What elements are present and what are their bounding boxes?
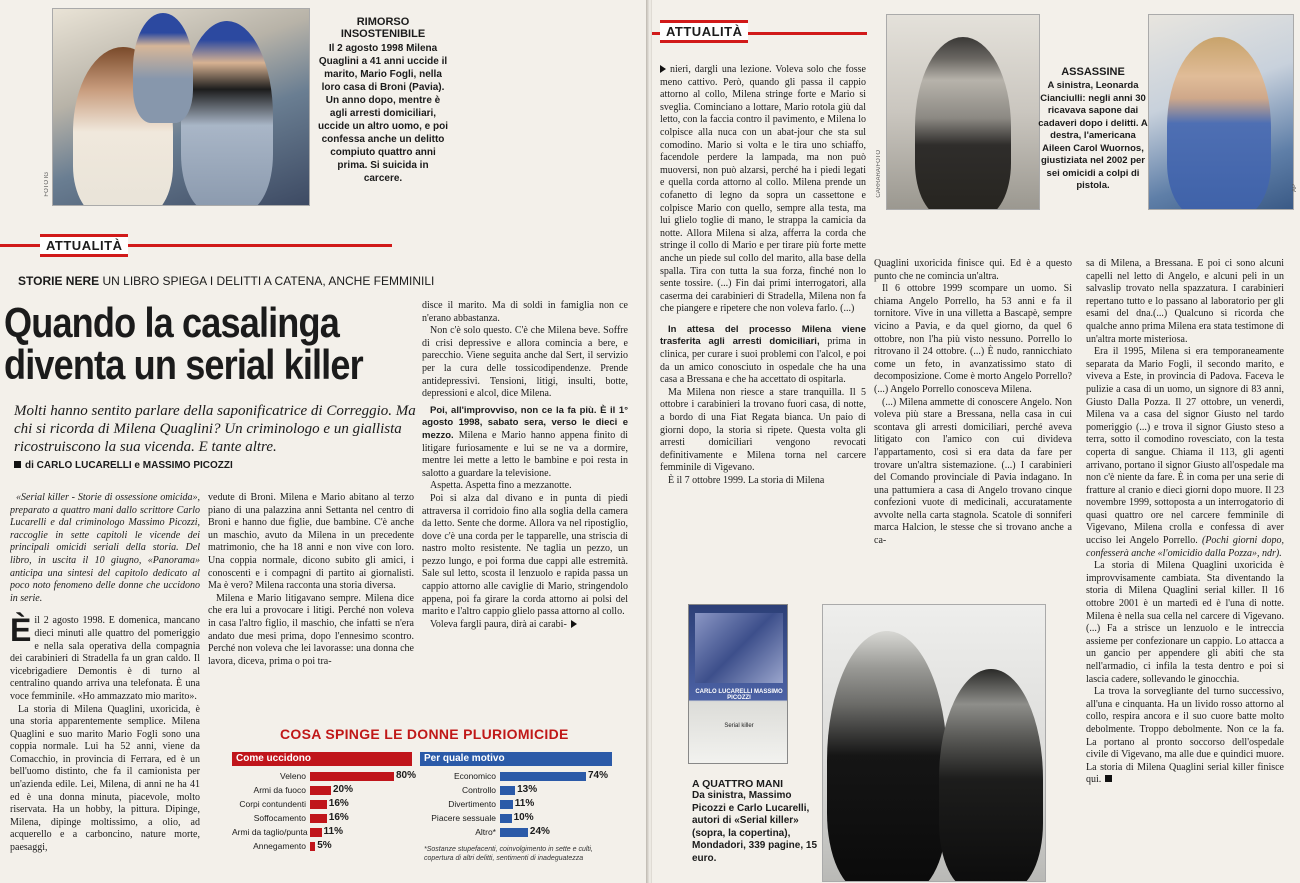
chart-footnote: *Sostanze stupefacenti, coinvolgimento in sette e culti, copertura di altri delitti, sentimenti di inadeguatezza xyxy=(424,846,593,862)
paragraph-text: prima in clinica, per curare i suoi problemi con l'alcol, e poi da un amico conosciuto in ospedale che ha una casa a Bressana e che ha accettato di ospitarla. xyxy=(660,336,866,386)
article-paragraph xyxy=(660,64,866,316)
column-1 xyxy=(660,64,866,582)
article-paragraph xyxy=(1086,686,1284,787)
caption-title: ASSASSINE xyxy=(1061,66,1125,78)
paragraph-lead: In attesa del processo Milena viene trasferita agli arresti domiciliari, xyxy=(660,323,866,348)
bar-value-label: 10% xyxy=(513,812,534,823)
article-paragraph: Ma Milena non riesce a stare tranquilla. Il 5 ottobre i carabinieri la trovano fuori casa, di notte, a bordo di una Fiat Regata bianca. Un paio di giorni dopo, la storia si ripete. Questa volta gli arresti domiciliari vengono revocati definitivamente e Milena torna nel carcere femminile di Vigevano. xyxy=(660,386,866,474)
caption-text: Il 2 agosto 1998 Milena Quaglini a 41 anni uccide il marito, Mario Fogli, nella loro casa di Broni (Pavia). Un anno dopo, mentre è agli arresti domiciliari, uccide un altro uomo, e poi confessa anche un delitto compiuto quattro anni prima. Si suicida in carcere. xyxy=(318,43,449,184)
caption-title: RIMORSO INSOSTENIBILE xyxy=(340,16,426,40)
bar-group xyxy=(232,770,416,866)
photo-figure-woman xyxy=(915,37,1011,210)
bar-value-label: 13% xyxy=(517,784,538,795)
bar-value-label: 20% xyxy=(333,784,354,795)
column-2 xyxy=(208,492,414,708)
byline-text: di CARLO LUCARELLI e MASSIMO PICOZZI xyxy=(25,460,233,471)
paragraph-text: nieri, dargli una lezione. Voleva solo che fosse meno cattivo. Però, quando gli passa il cappio attorno al collo, Milena stringe forte e Mario si sveglia. Cominciano a lottare, Mario rotola giù dal letto, con la faccia contro il pavimento, e Milena lo colpisce alla nuca con un abat-jour che sta sul comodino. Mario si volta e le tira uno schiaffo, facendole perdere la lampada, ma non può muoversi, non può alzarsi, perché ha i piedi legati e quella corda attorno al collo. Milena prende un cofanetto di legno da sopra un cassettone e colpisce Mario con quello, sempre alla testa, ma lui glielo toglie di mano, le strappa la camicia da notte. Allora Milena si alza, afferra la corda che stringe il collo di Mario e per tirare più forte mette anche un piede sul collo del marito, alla base della spalla. Tira con tutta la sua forza, finché non lo sente tossire. (...) Fin dai primi interrogatori, alla caserma dei carabinieri di Stradella, Milena non fa che piangere e ripetere che non voleva farlo. (...) xyxy=(660,64,866,315)
article-paragraph: Aspetta. Aspetta fino a mezzanotte. xyxy=(430,480,572,492)
article-paragraph: Poi si alza dal divano e in punta di piedi attraversa il corridoio fino alla soglia della camera da letto. Sente che dorme. Allora va nel ripostiglio, dove c'è una corda per le tapparelle, una striscia di nastro molto resistente. Ne taglia un pezzo, un pezzo lungo, e poi forma due cappi alle estremità. Sale sul letto, scosta il lenzuolo e rapida passa un cappio attorno alle caviglie di Mario, stringendolo appena, poi fa girare la corda attorno ai polsi del marito e l'altro cappio glielo passa attorno al collo. xyxy=(422,492,628,618)
bar-label: Piacere sessuale xyxy=(431,813,496,823)
book-title: Serial killer xyxy=(724,723,754,729)
book-caption xyxy=(692,778,826,865)
article-paragraph xyxy=(422,405,628,481)
bar-value-label: 11% xyxy=(323,826,344,837)
book-caption-title: A QUATTRO MANI xyxy=(692,778,783,790)
end-mark-icon xyxy=(1105,775,1112,782)
bar-row xyxy=(420,770,616,783)
photo-figure-officer xyxy=(181,21,273,206)
bar-group xyxy=(420,770,616,850)
bar-label: Controllo xyxy=(461,785,496,795)
intro-text: «Serial killer - Storie di ossessione omicida», preparato a quattro mani dallo scrittore Carlo Lucarelli e dal criminologo Massimo Picozzi, raccoglie in sette capitoli le vicende dei principali omicidi seriali della storia. Del libro, in uscita il 10 giugno, «Panorama» anticipa una sintesi del capitolo dedicato al poco noto fenomeno delle donne che uccidono in serie. xyxy=(10,492,200,604)
bar-value-label: 74% xyxy=(588,770,609,781)
chart-title: COSA SPINGE LE DONNE PLURIOMICIDE xyxy=(280,726,569,742)
chart-panel-title: Come uccidono xyxy=(232,752,412,766)
article-paragraph: Il 6 ottobre 1999 scompare un uomo. Si chiama Angelo Porrello, ha 53 anni e fa il tornitore. Vive in una villetta a Bascapè, sempre vicino a Pavia, e da quel giorno, da quel 6 ottobre, non l'ha più visto nessuno. Porrello lo ritrovano il 24 ottobre. (...) È nudo, rannicchiato come un feto, in avanzatissimo stato di decomposizione. Come è morto Angelo Porrello? (...) Angelo Porrello conosceva Milena. xyxy=(874,283,1072,395)
article-paragraph-continued xyxy=(422,619,628,632)
book-authors: CARLO LUCARELLI MASSIMO PICOZZI xyxy=(695,689,783,701)
bar-row xyxy=(420,812,616,825)
article-paragraph: vedute di Broni. Milena e Mario abitano al terzo piano di una palazzina anni Settanta nel centro di Broni e hanno due figlie, due bambine. C'è anche un maschio, avuto da Milena in un precedente matrimonio, che ha 18 anni e non vive con loro. Una coppia normale, dicono subito gli amici, i conoscenti e i compagni di partito ai giornalisti. Ma è vero? Milena racconta una storia diversa. xyxy=(208,492,414,592)
article-paragraph: (...) Milena ammette di conoscere Angelo. Non voleva più stare a Bressana, nella casa in cui scontava gli arresti domiciliari, perché aveva litigato con l'amico con cui divideva l'appartamento, così si era data da fare per trovare un'altra sistemazione. (...) I carabinieri del Comando provinciale di Pavia indagano. In una pattumiera a casa di Angelo trovano cinque confezioni vuote di medicinali, accuratamente avvolte nella carta stagnola. Scatole di sonniferi marca Halcion, le stesse che si trovano anche a ca- xyxy=(874,396,1072,547)
photo-aileen-wuornos xyxy=(1148,14,1294,210)
dropcap: È xyxy=(10,612,32,649)
paragraph-lead: Poi, all'improvviso, non ce la fa più. È il 1° agosto 1998, sabato sera, verso le dieci e mezzo. xyxy=(422,404,628,441)
article-opening xyxy=(10,612,200,703)
kicker-rest: UN LIBRO SPIEGA I DELITTI A CATENA, ANCHE FEMMINILI xyxy=(102,274,435,288)
kicker xyxy=(18,274,434,288)
headline-line-2: diventa un serial killer xyxy=(4,341,363,388)
bar-row xyxy=(420,798,616,811)
article-paragraph: La storia di Milena Quaglini, uxoricida, è una storia apparentemente semplice. Milena Quaglini e suo marito Mario Fogli sono una coppia normale. Lui ha 52 anni, viene da Comacchio, in provincia di Ferrara, ed è un bell'uomo distinto, che fa il camionista per un'azienda edile. Lei, Milena, di anni ne ha 41 ed è una donna minuta, piacevole, molto riservata. Ha un hobby, la pittura. Dipinge, Milena, dipinge moltissimo, a olio, ad acquerello e a carboncino, nature morte, paesaggi, xyxy=(10,703,200,854)
bar-value-label: 5% xyxy=(317,840,332,851)
section-label: ATTUALITÀ xyxy=(660,20,748,43)
article-paragraph: Quaglini uxoricida finisce qui. Ed è a questo punto che ne comincia un'altra. xyxy=(874,258,1072,282)
bar xyxy=(310,842,315,851)
kicker-bold: STORIE NERE xyxy=(18,274,100,288)
bar xyxy=(310,786,331,795)
photo-milena-quaglini xyxy=(52,8,310,206)
section-label: ATTUALITÀ xyxy=(40,234,128,257)
book-cover-photos xyxy=(695,613,783,683)
continue-arrow-icon xyxy=(571,620,577,628)
bar-label: Veleno xyxy=(280,771,306,781)
article-paragraph: È il 7 ottobre 1999. La storia di Milena xyxy=(668,475,825,486)
bar xyxy=(310,772,394,781)
headline-line-1: Quando la casalinga xyxy=(4,299,339,346)
article-paragraph: disce il marito. Ma di soldi in famiglia non ce n'erano abbastanza. xyxy=(422,300,628,324)
bar xyxy=(500,800,513,809)
bar xyxy=(500,772,586,781)
paragraph-text: La trova la sorvegliante del turno successivo, all'una e cinquanta. Ha un livido rosso attorno al collo, respira ancora e il suo cuore batte molto debolmente. Troppo debolmente. Non ce la fa. La portano al pronto soccorso dell'ospedale civile di Vigevano, ma alle due e quindici muore. La storia di Milena Quaglini serial killer finisce qui. xyxy=(1086,686,1284,786)
bar-value-label: 11% xyxy=(514,798,535,809)
bar-row xyxy=(420,784,616,797)
article-paragraph xyxy=(660,324,866,387)
bar-row xyxy=(232,798,416,811)
book-cover xyxy=(688,604,788,764)
bar-row xyxy=(232,812,416,825)
bar-label: Corpi contundenti xyxy=(239,799,306,809)
opening-text: il 2 agosto 1998. E domenica, mancano dieci minuti alle quattro del pomeriggio e nella sala operativa della compagnia dei carabinieri di Stradella fa un gran caldo. Il vicebrigadiere Demontis è di turno al centralino quando arriva una telefonata. È una voce femminile. «Ho ammazzato mio marito». xyxy=(10,615,200,702)
continued-arrow-icon xyxy=(660,65,666,73)
column-1 xyxy=(10,492,200,880)
photo-caption xyxy=(1038,66,1148,193)
left-page xyxy=(0,0,648,883)
paragraph-aside: (Pochi giorni dopo, confesserà anche «l'omicidio dalla Pozza», ndr). xyxy=(1086,535,1284,559)
photo-figure-man-right xyxy=(939,669,1043,882)
photo-leonarda-cianciulli xyxy=(886,14,1040,210)
bar-row xyxy=(420,826,616,839)
photo-caption xyxy=(318,16,448,185)
column-3 xyxy=(422,300,628,710)
photo-credit: CARRARA/FOTO xyxy=(876,150,882,198)
bar-value-label: 16% xyxy=(328,812,349,823)
article-paragraph: La storia di Milena Quaglini uxoricida è improvvisamente cambiata. Sta diventando la storia di Milena Quaglini serial killer. Il 16 ottobre 2001 è un martedì ed è l'una di notte. Milena è nella sua cella nel carcere di Vigevano. (...) Fa a strisce un lenzuolo e le intreccia assieme per confezionare un cappio. Lo attacca a un gancio per appendere gli abiti che sta nell'armadio, ci infila la testa dentro e poi si lascia cadere, sollevando le ginocchia. xyxy=(1086,560,1284,685)
column-3 xyxy=(1086,258,1284,874)
article-paragraph: sa di Milena, a Bressana. E poi ci sono alcuni capelli nel letto di Angelo, e alcuni peli in un salvaslip trovato nella spazzatura. I carabinieri repertano tutto e lo passano al laboratorio per gli esami del dna.(...) Qualcuno si ricorda che qualche anno prima Milena era stata testimone di un'altra morte misteriosa. xyxy=(1086,258,1284,345)
standfirst: Molti hanno sentito parlare della saponificatrice di Correggio. Ma chi si ricorda di Milena Quaglini? Un criminologo e un giallista ricostruiscono la sua vicenda. E tante altre. xyxy=(14,403,416,455)
byline-square-icon xyxy=(14,461,21,468)
book-caption-text: Da sinistra, Massimo Picozzi e Carlo Lucarelli, autori di «Serial killer» (sopra, la copertina), Mondadori, 339 pagine, 15 euro. xyxy=(692,790,818,864)
photo-credit: AP xyxy=(1292,184,1298,193)
article-paragraph: Non c'è solo questo. C'è che Milena beve. Soffre di crisi depressive e allora comincia a bere, e parecchio. Viene seguita anche dal Sert, il servizio per la cura delle tossicodipendenze. Prende antidepressivi. Tensioni, litigi, insulti, botte, depressioni e alcol, dice Milena. xyxy=(422,325,628,400)
bar xyxy=(500,828,528,837)
bar-row xyxy=(232,784,416,797)
article-paragraph: Milena e Mario litigavano sempre. Milena dice che era lui a provocare i litigi. Perché non voleva in casa l'altro figlio, il maschio, che infatti se n'era andato due mesi prima, dopo l'ennesimo scontro. Perché non voleva che lei lavorasse: una donna che lavora, diceva, prima o poi tra- xyxy=(208,592,414,667)
photo-authors xyxy=(822,604,1046,882)
bar xyxy=(310,800,327,809)
bar-label: Economico xyxy=(453,771,496,781)
bar-label: Divertimento xyxy=(448,799,496,809)
photo-credit: FOTO IG xyxy=(44,172,50,197)
bar xyxy=(310,814,327,823)
bar-label: Annegamento xyxy=(253,841,306,851)
bar-row xyxy=(232,826,416,839)
photo-figure-officer-back xyxy=(133,13,193,123)
paragraph-text: Era il 1995, Milena si era temporaneamente separata da Mario Fogli, il secondo marito, e viveva a Este, in provincia di Padova. Faceva le pulizie a casa di un uomo, un signore di 83 anni, Giusto Dalla Pozza. Il 27 ottobre, un venerdì, Milena va a casa del signor Giusto nel tardo pomeriggio (...) e trova il signor Giusto steso a terra, sotto il comodino rovesciato, con la testa coperta di sangue. Chiama il 113, gli agenti arrivano, portano il signor Giusto all'ospedale ma non c'è niente da fare. È in coma per una serie di fratture al cranio e dieci giorni dopo muore. Il 23 novembre 1999, sottoposta a un interrogatorio di quasi quattro ore nel carcere femminile di Vigevano, Milena crolla e confessa di aver ucciso lei Angelo Porrello. xyxy=(1086,346,1284,547)
bar-row xyxy=(232,770,416,783)
photo-figure-man-left xyxy=(827,631,947,882)
bar-label: Soffocamento xyxy=(253,813,306,823)
bar-value-label: 24% xyxy=(529,826,550,837)
paragraph-text: Milena e Mario hanno appena finito di litigare furiosamente e lui se ne va a dormire, mentre lei mette a letto le bambine e poi resta in salotto a guardare la televisione. xyxy=(422,429,628,479)
caption-text: A sinistra, Leonarda Cianciulli: negli anni 30 ricavava sapone dai cadaveri dopo i delitti. A destra, l'americana Aileen Carol Wuornos, giustiziata nel 2002 per sei omicidi a colpi di pistola. xyxy=(1038,80,1148,191)
byline xyxy=(14,460,233,471)
bar-label: Altro* xyxy=(475,827,496,837)
bar-value-label: 80% xyxy=(396,770,417,781)
chart-panel-title: Per quale motivo xyxy=(420,752,612,766)
bar xyxy=(500,786,515,795)
chart-panel-how xyxy=(232,752,416,862)
bar-label: Armi da taglio/punta xyxy=(232,827,308,837)
photo-figure-woman xyxy=(1167,37,1271,210)
paragraph-text: Voleva fargli paura, dirà ai carabi- xyxy=(430,618,567,630)
bar-row xyxy=(232,840,416,853)
article-paragraph xyxy=(1086,346,1284,560)
bar xyxy=(310,828,322,837)
right-page xyxy=(652,0,1300,883)
headline xyxy=(4,299,408,388)
bar xyxy=(500,814,512,823)
bar-value-label: 16% xyxy=(328,798,349,809)
bar-label: Armi da fuoco xyxy=(253,785,306,795)
column-2 xyxy=(874,258,1072,582)
